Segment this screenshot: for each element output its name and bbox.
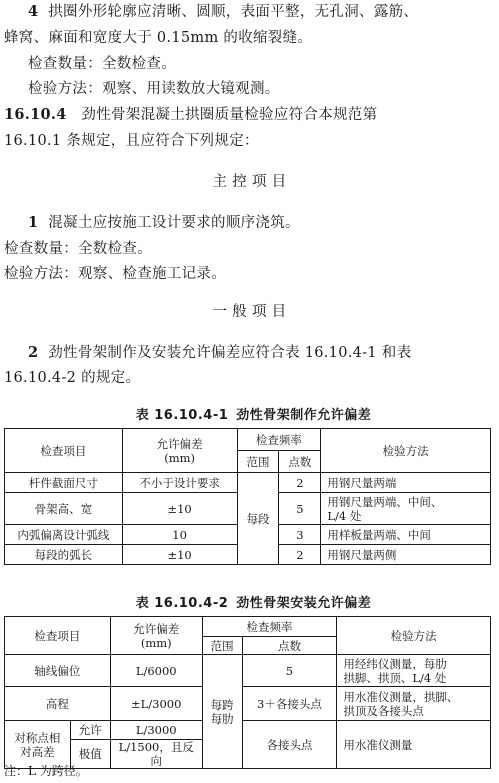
table2: [4, 616, 491, 769]
table2-cell-method: [337, 655, 491, 687]
table1-cell-item: 每段的弧长: [5, 545, 123, 565]
table1-cell-tolerance: ±10: [122, 545, 237, 565]
table1-cell-item: 杆件截面尺寸: [5, 473, 123, 493]
table2-cell-points: 各接头点: [242, 721, 337, 769]
table2-cell-item-1: 对称点相: [14, 730, 61, 745]
table1-cell-points: 5: [279, 493, 321, 525]
table2-header-tolerance-2: (mm): [140, 635, 172, 650]
table2-header-points: 点数: [242, 637, 337, 655]
main-control-heading: 主 控 项 目: [212, 174, 287, 190]
table2-cell-method: 用水准仪测量: [337, 721, 491, 769]
general-heading: 一 般 项 目: [212, 304, 287, 320]
table2-caption-title: 劲性骨架安装允许偏差: [236, 596, 372, 611]
table2-cell-method-2: 拱脚、拱顶、L/4 处: [343, 670, 447, 685]
item4-line2: 蜂窝、麻面和宽度大于 0.15mm 的收缩裂缝。: [4, 30, 313, 46]
table1-cell-method-2: L/4 处: [327, 508, 362, 523]
table2-cell-points: 5: [242, 655, 337, 687]
table2-header-item: 检查项目: [5, 617, 111, 655]
table-row: [5, 473, 491, 493]
section-text-1: 劲性骨架混凝土拱圈质量检验应符合本规范第: [81, 107, 378, 123]
item1-line: [28, 213, 300, 233]
table1-caption-number: 表 16.10.4-1: [135, 408, 229, 423]
table2-caption: [0, 592, 499, 611]
table1-header-tolerance-2: (mm): [164, 450, 196, 465]
table1-header-item: 检查项目: [5, 429, 123, 473]
section-line1: [4, 105, 377, 125]
table1-cell-tolerance: 10: [122, 525, 237, 545]
table1-cell-method-1: 用钢尺量两端、中间、: [327, 494, 443, 509]
item1-number: 1: [28, 214, 39, 231]
item2-line1: [28, 343, 411, 363]
table2-cell-tolerance: ±L/3000: [110, 687, 202, 721]
table1: [4, 428, 491, 565]
table2-cell-method-1: 用经纬仪测量，每肋: [343, 656, 447, 671]
table2-header-scope: 范围: [202, 637, 242, 655]
table2-cell-scope: [202, 655, 242, 769]
table1-cell-item: 骨架高、宽: [5, 493, 123, 525]
item1-text: 混凝土应按施工设计要求的顺序浇筑。: [48, 215, 300, 231]
table2-cell-subitem: 允许: [70, 721, 110, 740]
item2-line2: 16.10.4-2 的规定。: [4, 370, 141, 386]
section-number: 16.10.4: [4, 106, 67, 123]
table2-cell-item: 轴线偏位: [5, 655, 111, 687]
table1-cell-tolerance: 不小于设计要求: [122, 473, 237, 493]
table1-header-points: 点数: [279, 451, 321, 473]
item2-text-1: 劲性骨架制作及安装允许偏差应符合表 16.10.4-1 和表: [48, 345, 412, 361]
table2-header-tolerance: [110, 617, 202, 655]
table2-cell-tolerance: L/3000: [110, 721, 202, 740]
table2-cell-item-2: 对高差: [20, 744, 55, 759]
table1-cell-points: 2: [279, 545, 321, 565]
table2-cell-tolerance: L/6000: [110, 655, 202, 687]
table1-cell-method: 用样板量两端、中间: [321, 525, 491, 545]
item1-method: 检验方法：观察、检查施工记录。: [4, 266, 226, 282]
item4-text-1: 拱圈外形轮廓应清晰、圆顺，表面平整，无孔洞、露筋、: [48, 4, 419, 20]
table2-header-tolerance-1: 允许偏差: [133, 621, 180, 636]
table-note: 注：L 为跨径。: [4, 764, 88, 778]
table1-caption-title: 劲性骨架制作允许偏差: [236, 408, 372, 423]
item4-number: 4: [28, 3, 39, 20]
table1-header-scope: 范围: [237, 451, 279, 473]
table2-cell-points: 3＋各接头点: [242, 687, 337, 721]
table2-cell-tolerance: L/1500，且反向: [110, 740, 202, 769]
table1-cell-scope: 每段: [237, 473, 279, 565]
item4-line1: [28, 2, 418, 22]
table1-cell-points: 3: [279, 525, 321, 545]
table2-cell-scope-1: 每跨: [210, 697, 234, 712]
table2-cell-scope-2: 每肋: [210, 711, 234, 726]
table2-cell-method-2: 拱顶及各接头点: [343, 703, 424, 718]
item4-quantity: 检查数量：全数检查。: [28, 56, 176, 72]
table1-cell-points: 2: [279, 473, 321, 493]
table1-cell-item: 内弧偏离设计弧线: [5, 525, 123, 545]
table1-cell-tolerance: ±10: [122, 493, 237, 525]
table2-caption-number: 表 16.10.4-2: [135, 596, 229, 611]
table-row: [5, 655, 491, 687]
table1-cell-method: 用钢尺量两侧: [321, 545, 491, 565]
table1-header-tolerance: [122, 429, 237, 473]
table-row: [5, 687, 491, 721]
table1-header-tolerance-1: 允许偏差: [156, 436, 203, 451]
table2-cell-item: 高程: [5, 687, 111, 721]
table1-cell-method: 用钢尺量两端: [321, 473, 491, 493]
table1-caption: [0, 404, 499, 423]
table-row: [5, 721, 491, 740]
item2-number: 2: [28, 344, 39, 361]
table1-header-method: 检验方法: [321, 429, 491, 473]
section-line2: 16.10.1 条规定，且应符合下列规定：: [4, 133, 259, 149]
table1-header-frequency: 检查频率: [237, 429, 321, 451]
item1-quantity: 检查数量：全数检查。: [4, 241, 152, 257]
table2-cell-subitem: 极值: [70, 740, 110, 769]
table2-header-frequency: 检查频率: [202, 617, 337, 637]
table2-cell-method: [337, 687, 491, 721]
table2-cell-method-1: 用水准仪测量，拱脚、: [343, 689, 459, 704]
item4-method: 检验方法：观察、用读数放大镜观测。: [28, 81, 280, 97]
table1-cell-method: [321, 493, 491, 525]
table2-header-method: 检验方法: [337, 617, 491, 655]
